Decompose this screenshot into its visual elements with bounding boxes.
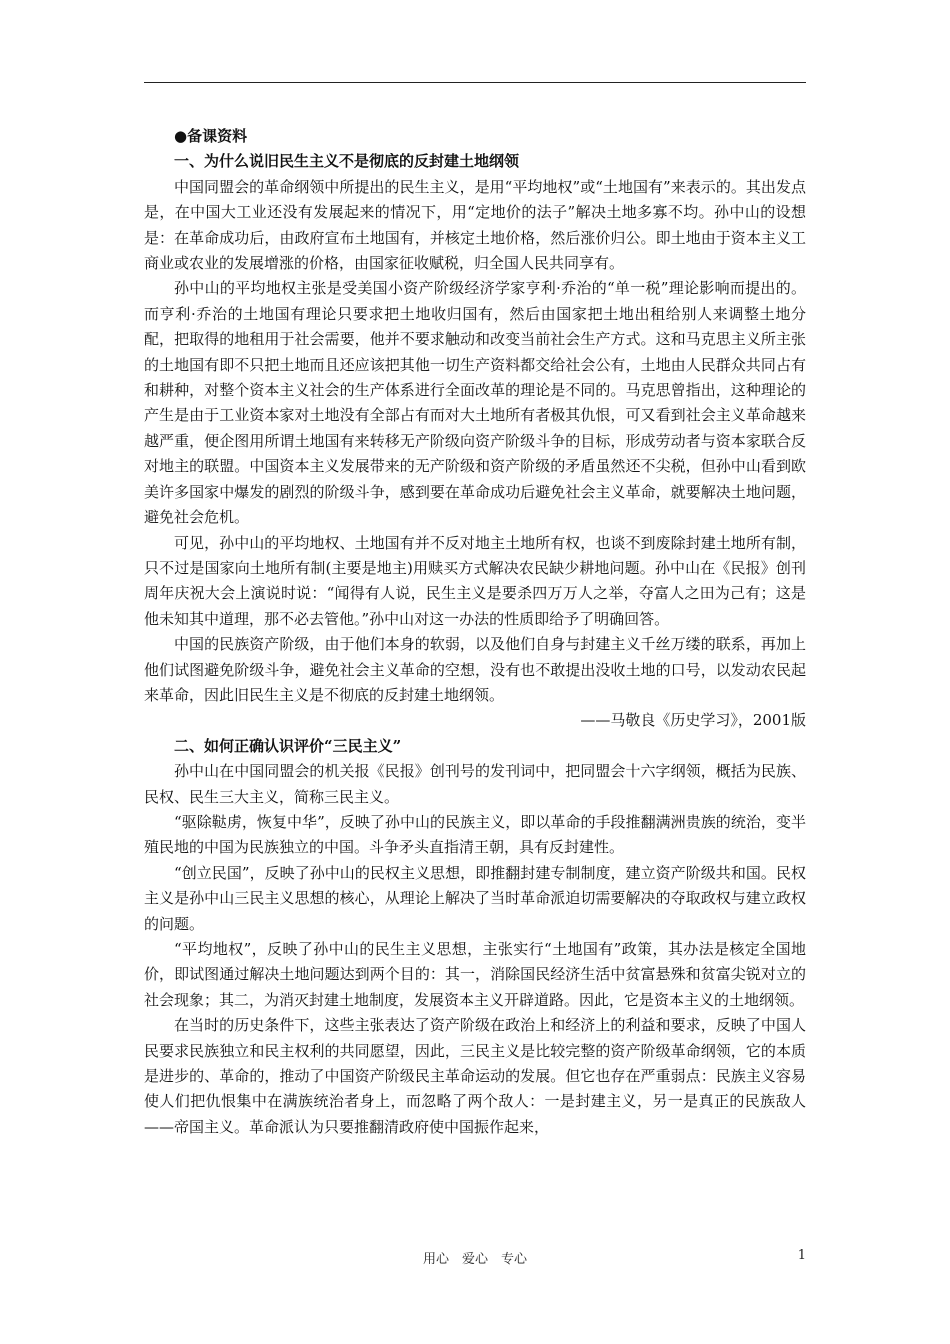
section-1-paragraph-2: 孙中山的平均地权主张是受美国小资产阶级经济学家亨利·乔治的“单一税”理论影响而提出的。而亨利·乔治的土地国有理论只要求把土地收归国有，然后由国家把土地出租给别人来调整土地分配，把取得的地租用于社会需要，他并不要求触动和改变当前社会生产方式。这和马克思主义所主张的土地国有即不只把土地而且还应该把其他一切生产资料都交给社会公有，土地由人民群众共同占有和耕种，对整个资本主义社会的生产体系进行全面改革的理论是不同的。马克思曾指出，这种理论的产生是由于工业资本家对土地没有全部占有而对大土地所有者极其仇恨，可又看到社会主义革命越来越严重，便企图用所谓土地国有来转移无产阶级向资产阶级斗争的目标，形成劳动者与资本家联合反对地主的联盟。中国资本主义发展带来的无产阶级和资产阶级的矛盾虽然还不尖税，但孙中山看到欧美许多国家中爆发的剧烈的阶级斗争，感到要在革命成功后避免社会主义革命，就要解决土地问题，避免社会危机。 [144,279,806,527]
section-2-paragraph-2: “驱除鞑虏，恢复中华”，反映了孙中山的民族主义，即以革命的手段推翻满洲贵族的统治，变半殖民地的中国为民族独立的中国。斗争矛头直指清王朝，具有反封建性。 [144,812,806,857]
section-2-paragraph-5: 在当时的历史条件下，这些主张表达了资产阶级在政治上和经济上的利益和要求，反映了中国人民要求民族独立和民主权利的共同愿望，因此，三民主义是比较完整的资产阶级革命纲领，它的本质是进步的、革命的，推动了中国资产阶级民主革命运动的发展。但它也存在严重弱点：民族主义容易使人们把仇恨集中在满族统治者身上，而忽略了两个敌人：一是封建主义，另一是真正的民族敌人——帝国主义。革命派认为只要推翻清政府使中国振作起来， [144,1016,806,1136]
section-1-paragraph-4: 中国的民族资产阶级，由于他们本身的软弱，以及他们自身与封建主义千丝万缕的联系，再加上他们试图避免阶级斗争，避免社会主义革命的空想，没有也不敢提出没收土地的口号，以发动农民起来革命，因此旧民生主义是不彻底的反封建土地纲领。 [144,635,806,704]
section-1-paragraph-1: 中国同盟会的革命纲领中所提出的民生主义，是用“平均地权”或“土地国有”来表示的。其出发点是，在中国大工业还没有发展起来的情况下，用“定地价的法子”解决土地多寡不均。孙中山的设想是：在革命成功后，由政府宣布土地国有，并核定土地价格，然后涨价归公。即土地由于资本主义工商业或农业的发展增涨的价格，由国家征收赋税，归全国人民共同享有。 [144,177,806,273]
citation-source: ——马敬良《历史学习》，2001版 [580,711,806,730]
section-2-paragraph-1: 孙中山在中国同盟会的机关报《民报》创刊号的发刊词中，把同盟会十六字纲领，概括为民族、民权、民生三大主义，简称三民主义。 [144,762,806,806]
page-number: 1 [797,1248,806,1263]
section-2-paragraph-4: “平均地权”，反映了孙中山的民生主义思想，主张实行“土地国有”政策，其办法是核定全国地价，即试图通过解决土地问题达到两个目的：其一，消除国民经济生活中贫富悬殊和贫富尖锐对立的社会现象；其二，为消灭封建土地制度，发展资本主义开辟道路。因此，它是资本主义的土地纲领。 [144,940,806,1009]
section-1-paragraph-3: 可见，孙中山的平均地权、土地国有并不反对地主土地所有权，也谈不到废除封建土地所有制，只不过是国家向土地所有制(主要是地主)用赎买方式解决农民缺少耕地问题。孙中山在《民报》创刊周年庆祝大会上演说时说：“闻得有人说，民生主义是要杀四万万人之举，夺富人之田为己有；这是他未知其中道理，那不必去管他。”孙中山对这一办法的性质即给予了明确回答。 [144,533,806,628]
section-2-heading: 二、如何正确认识评价“三民主义” [174,736,402,755]
section-1-heading: 一、为什么说旧民生主义不是彻底的反封建土地纲领 [174,152,520,171]
page-title: ●备课资料 [174,127,248,145]
page-footer [144,1248,806,1268]
footer-motto: 用心 爱心 专心 [422,1252,527,1267]
document-body [144,124,806,1140]
header-rule [144,82,806,83]
section-2-paragraph-3: “创立民国”，反映了孙中山的民权主义思想，即推翻封建专制制度，建立资产阶级共和国。民权主义是孙中山三民主义思想的核心，从理论上解决了当时革命派迫切需要解决的夺取政权与建立政权的问题。 [144,863,806,933]
